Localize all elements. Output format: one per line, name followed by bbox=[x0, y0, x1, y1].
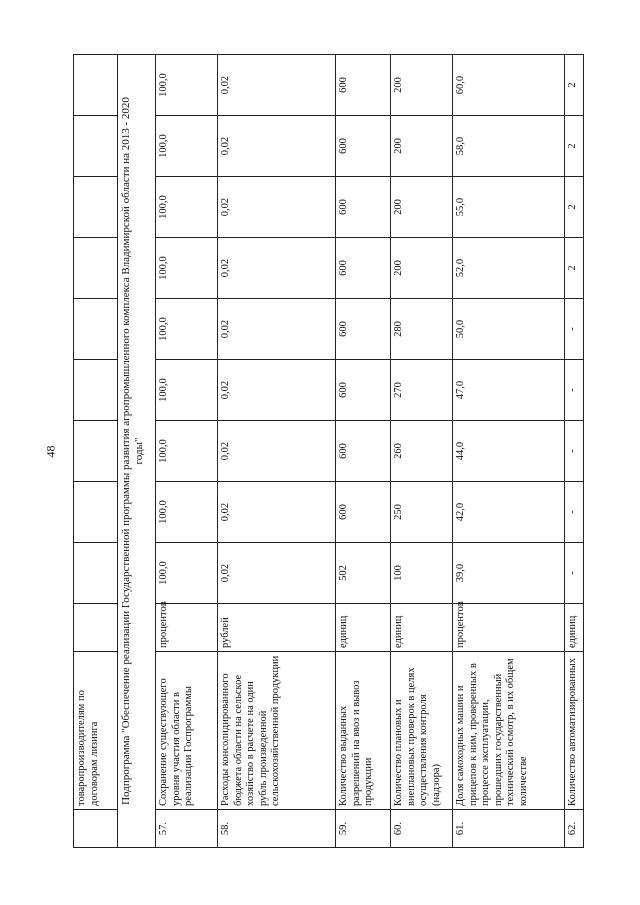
value-cell: 502 bbox=[336, 543, 391, 604]
value-cell: 100,0 bbox=[156, 177, 218, 238]
unit-cell bbox=[74, 604, 118, 652]
table-row bbox=[218, 55, 336, 848]
value-cell: 0,02 bbox=[218, 177, 336, 238]
value-cell: 0,02 bbox=[218, 55, 336, 116]
section-title: Подпрограмма "Обеспечение реализации Государственной программы развития агропромышленного комплекса Владимирской области на 2013 - 2020 годы" bbox=[118, 55, 156, 848]
value-cell: - bbox=[565, 421, 584, 482]
unit-cell: рублей bbox=[218, 604, 336, 652]
value-cell: 100,0 bbox=[156, 360, 218, 421]
value-cell: 0,02 bbox=[218, 238, 336, 299]
row-number-cell: 58. bbox=[218, 810, 336, 848]
table-row bbox=[156, 55, 218, 848]
value-cell: 600 bbox=[336, 421, 391, 482]
value-cell: 0,02 bbox=[218, 116, 336, 177]
page-number: 48 bbox=[43, 445, 58, 458]
indicator-name-cell: товаропроизводителям по договорам лизинга bbox=[74, 652, 118, 810]
value-cell: 52,0 bbox=[453, 238, 565, 299]
unit-cell: процентов bbox=[156, 604, 218, 652]
value-cell: 600 bbox=[336, 482, 391, 543]
value-cell: 60,0 bbox=[453, 55, 565, 116]
table-row bbox=[391, 55, 453, 848]
value-cell: 42,0 bbox=[453, 482, 565, 543]
value-cell: 58,0 bbox=[453, 116, 565, 177]
value-cell: 44,0 bbox=[453, 421, 565, 482]
unit-cell: единиц bbox=[565, 604, 584, 652]
value-cell: - bbox=[565, 299, 584, 360]
indicator-table bbox=[73, 54, 584, 848]
value-cell bbox=[74, 55, 118, 116]
value-cell: 100,0 bbox=[156, 238, 218, 299]
value-cell: 39,0 bbox=[453, 543, 565, 604]
value-cell: 600 bbox=[336, 55, 391, 116]
value-cell: 0,02 bbox=[218, 421, 336, 482]
row-number-cell: 61. bbox=[453, 810, 565, 848]
value-cell: 600 bbox=[336, 299, 391, 360]
value-cell: 600 bbox=[336, 116, 391, 177]
value-cell: 260 bbox=[391, 421, 453, 482]
value-cell: 0,02 bbox=[218, 482, 336, 543]
value-cell: - bbox=[565, 482, 584, 543]
value-cell: 270 bbox=[391, 360, 453, 421]
value-cell: 2 bbox=[565, 238, 584, 299]
rotated-table-wrapper bbox=[73, 66, 583, 848]
value-cell: 200 bbox=[391, 238, 453, 299]
value-cell: 100,0 bbox=[156, 299, 218, 360]
value-cell: 0,02 bbox=[218, 360, 336, 421]
indicator-name-cell: Расходы консолидированного бюджета области на сельское хозяйство в расчете на один рубль произведенной сельскохозяйственной продукции bbox=[218, 652, 336, 810]
row-number-cell: 60. bbox=[391, 810, 453, 848]
value-cell: 2 bbox=[565, 116, 584, 177]
value-cell: - bbox=[565, 543, 584, 604]
indicator-name-cell: Доля самоходных машин и прицепов к ним, проверенных в процессе эксплуатации, прошедших государственный технический осмотр, в их общем количестве bbox=[453, 652, 565, 810]
unit-cell: единиц bbox=[391, 604, 453, 652]
value-cell: 2 bbox=[565, 177, 584, 238]
value-cell: 100,0 bbox=[156, 55, 218, 116]
value-cell bbox=[74, 238, 118, 299]
value-cell: 200 bbox=[391, 55, 453, 116]
value-cell: 100 bbox=[391, 543, 453, 604]
row-number-cell: 62. bbox=[565, 810, 584, 848]
table-row bbox=[453, 55, 565, 848]
value-cell: 100,0 bbox=[156, 421, 218, 482]
indicator-name-cell: Количество выданных разрешений на ввоз и вывоз продукции bbox=[336, 652, 391, 810]
data-rows bbox=[156, 55, 584, 848]
value-cell: 50,0 bbox=[453, 299, 565, 360]
section-row bbox=[118, 55, 156, 848]
indicator-name-cell: Сохранение существующего уровня участия области в реализации Госпрограммы bbox=[156, 652, 218, 810]
row-number-cell bbox=[74, 810, 118, 848]
value-cell: 55,0 bbox=[453, 177, 565, 238]
value-cell: 200 bbox=[391, 177, 453, 238]
value-cell: 200 bbox=[391, 116, 453, 177]
value-cell: 0,02 bbox=[218, 543, 336, 604]
indicator-name-cell: Количество плановых и внеплановых проверок в целях осуществления контроля (надзора) bbox=[391, 652, 453, 810]
table-row bbox=[565, 55, 584, 848]
value-cell: 100,0 bbox=[156, 543, 218, 604]
table-row bbox=[74, 55, 118, 848]
value-cell bbox=[74, 299, 118, 360]
value-cell: 600 bbox=[336, 177, 391, 238]
indicator-name-cell: Количество автоматизированных bbox=[565, 652, 584, 810]
unit-cell: единиц bbox=[336, 604, 391, 652]
row-number-cell: 57. bbox=[156, 810, 218, 848]
value-cell bbox=[74, 482, 118, 543]
value-cell bbox=[74, 543, 118, 604]
value-cell bbox=[74, 360, 118, 421]
value-cell: 280 bbox=[391, 299, 453, 360]
value-cell bbox=[74, 116, 118, 177]
value-cell: 250 bbox=[391, 482, 453, 543]
value-cell: 47,0 bbox=[453, 360, 565, 421]
value-cell: 100,0 bbox=[156, 116, 218, 177]
value-cell: 600 bbox=[336, 238, 391, 299]
value-cell bbox=[74, 421, 118, 482]
value-cell bbox=[74, 177, 118, 238]
row-number-cell: 59. bbox=[336, 810, 391, 848]
value-cell: 600 bbox=[336, 360, 391, 421]
unit-cell: процентов bbox=[453, 604, 565, 652]
value-cell: 100,0 bbox=[156, 482, 218, 543]
table-row bbox=[336, 55, 391, 848]
value-cell: 0,02 bbox=[218, 299, 336, 360]
value-cell: 2 bbox=[565, 55, 584, 116]
value-cell: - bbox=[565, 360, 584, 421]
